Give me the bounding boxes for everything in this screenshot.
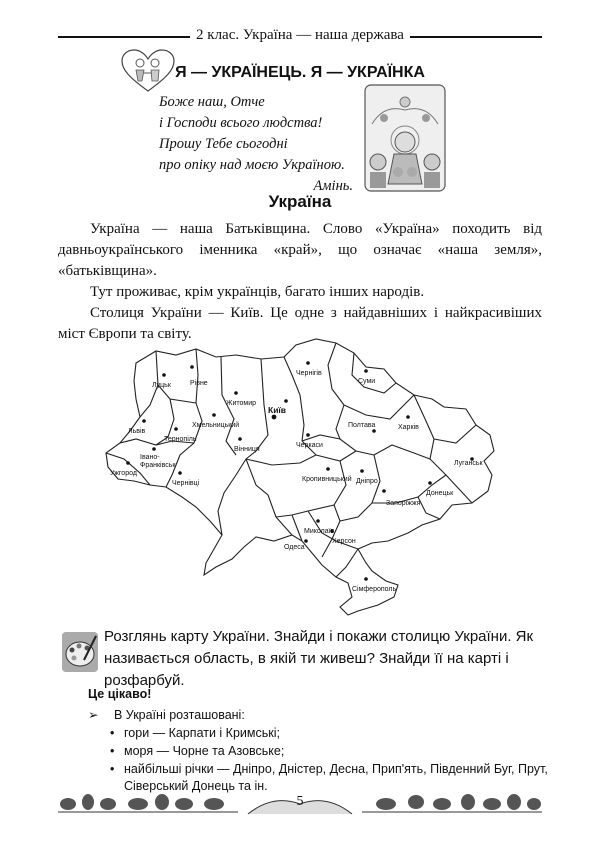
city-label: Франківськ (140, 462, 176, 469)
city-label: Київ (268, 405, 287, 415)
city-label: Тернопіль (164, 436, 197, 443)
city-label: Донецьк (426, 490, 454, 497)
city-label: Ужгород (110, 470, 137, 477)
fact-text: гори — Карпати і Кримські; (124, 726, 280, 740)
prayer (159, 92, 359, 197)
city-label: Дніпро (356, 478, 378, 485)
city-dot (190, 365, 194, 369)
city-dot (238, 437, 242, 441)
prayer-line: про опіку над моєю Україною. (159, 157, 345, 173)
city-dot (316, 519, 320, 523)
paragraph: Україна — наша Батьківщина. Слово «Україна» походить від давньоукраїнського іменника «край», що означає «наша земля», «батьківщина». (58, 221, 542, 279)
city-label: Полтава (348, 422, 376, 429)
city-label: Кропивницький (302, 476, 352, 483)
city-dot (306, 361, 310, 365)
city-dot (360, 469, 364, 473)
interesting-heading: Це цікаво! (88, 687, 152, 701)
city-label: Луцьк (152, 382, 171, 389)
city-dot (306, 433, 310, 437)
city-label: Луганськ (454, 460, 483, 467)
city-dot (364, 369, 368, 373)
city-label: Суми (358, 378, 376, 385)
prayer-line: і Господи всього людства! (159, 115, 323, 131)
task-text: Розглянь карту України. Знайди і покажи столицю України. Як називається область, в якій ти живеш? Знайди її на карті і розфарбуй. (104, 628, 534, 689)
city-dot (234, 391, 238, 395)
interesting-intro-row (88, 707, 548, 724)
city-label: Харків (398, 424, 419, 431)
city-label: Одеса (284, 544, 305, 551)
prayer-line: Прошу Тебе сьогодні (159, 136, 288, 152)
running-header (0, 27, 600, 44)
paragraph: Тут проживає, крім українців, багато інших народів. (90, 284, 425, 300)
page-number: 5 (296, 794, 304, 809)
city-label: Чернігів (296, 370, 322, 377)
city-dot (372, 429, 376, 433)
city-label: Чернівці (172, 480, 200, 487)
prayer-line: Боже наш, Отче (159, 94, 265, 110)
palette-icon (60, 630, 100, 674)
ukraine-outline (106, 339, 494, 615)
fact-text: моря — Чорне та Азовське; (124, 744, 285, 758)
city-label: Хмельницький (192, 422, 240, 429)
fact-text: найбільші річки — Дніпро, Дністер, Десна, Прип'ять, Південний Буг, Прут, Сіверський Донець та ін. (124, 762, 548, 793)
city-dot (126, 461, 130, 465)
city-dot (326, 467, 330, 471)
city-label: Херсон (332, 538, 356, 545)
city-dot (406, 415, 410, 419)
city-dot (304, 539, 308, 543)
city-label: Львів (128, 428, 146, 435)
ukraine-map (96, 335, 506, 623)
bullet-icon: • (110, 726, 115, 740)
paragraph: Столиця України — Київ. Це одне з найдавніших і найкрасивіших міст Європи та світу. (58, 305, 542, 342)
arrow-bullet-icon: ➢ (88, 708, 99, 722)
city-label: Сімферополь (352, 586, 397, 593)
city-dot (178, 471, 182, 475)
city-label: Житомир (226, 400, 257, 407)
city-label: Запоріжжя (386, 500, 421, 507)
city-label: Івано- (140, 454, 160, 461)
city-dot (152, 447, 156, 451)
prayer-amen: Амінь. (313, 178, 353, 194)
running-header-text: 2 клас. Україна — наша держава (190, 27, 410, 43)
interesting-intro: В Україні розташовані: (114, 708, 245, 722)
city-label: Вінниця (234, 446, 260, 453)
bullet-icon: • (110, 744, 115, 758)
city-label: Рівне (190, 380, 208, 387)
city-dot (174, 427, 178, 431)
city-dot (382, 489, 386, 493)
section-title: Я — УКРАЇНЕЦЬ. Я — УКРАЇНКА (175, 64, 425, 81)
subtitle: Україна (268, 192, 332, 211)
city-label: Черкаси (296, 442, 323, 449)
kyiv-marker (272, 415, 277, 420)
bullet-icon: • (110, 762, 115, 776)
list-item (110, 743, 550, 760)
city-dot (162, 373, 166, 377)
list-item (110, 725, 550, 742)
city-label: Миколаїв (304, 528, 335, 535)
religious-illustration (364, 84, 446, 192)
city-dot (284, 399, 288, 403)
city-dot (212, 413, 216, 417)
city-dot (142, 419, 146, 423)
city-dot (428, 481, 432, 485)
city-dot (364, 577, 368, 581)
